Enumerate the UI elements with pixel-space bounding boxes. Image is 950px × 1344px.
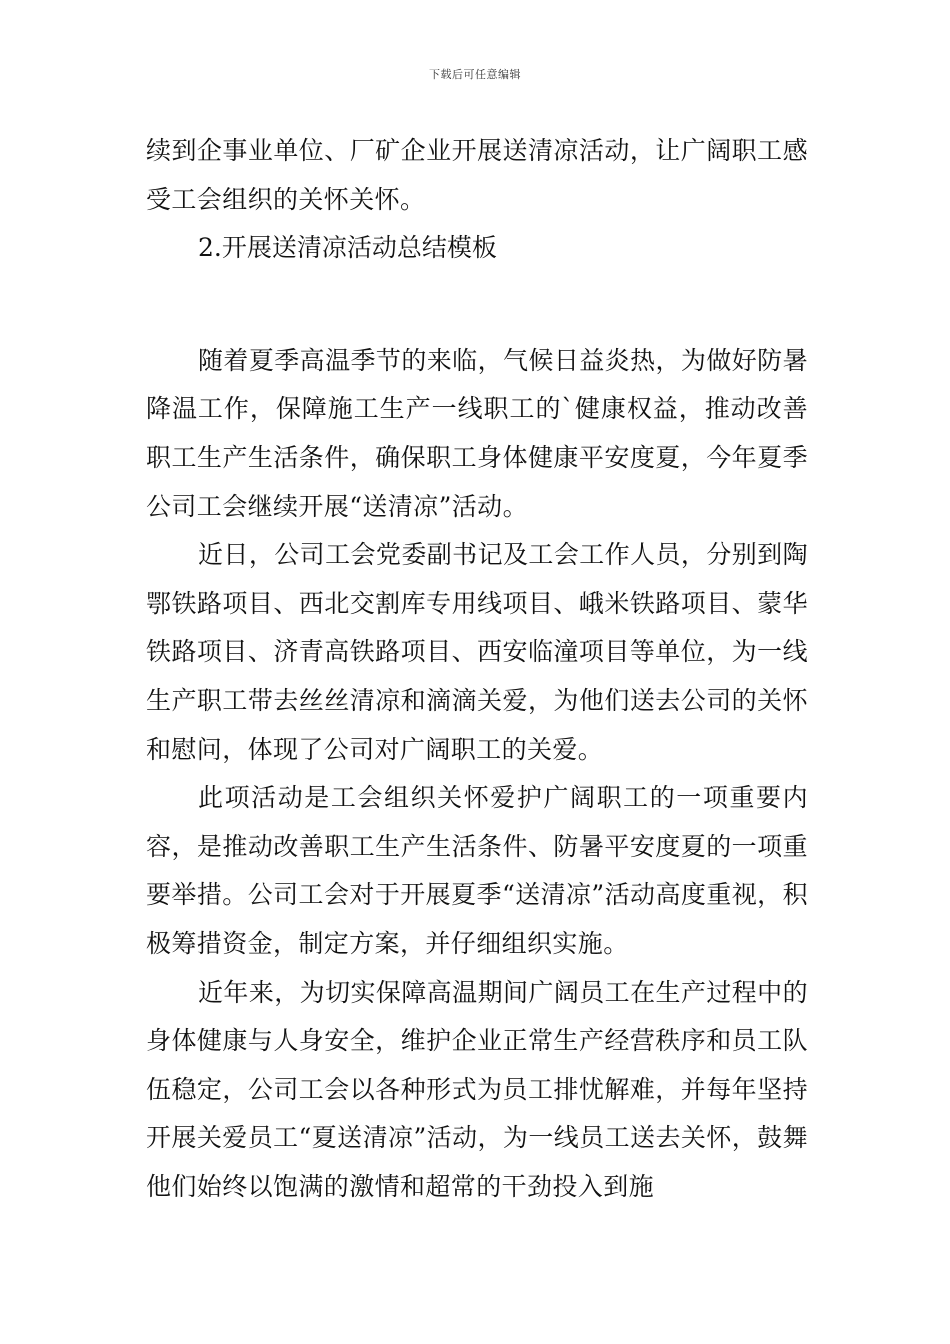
paragraph: 随着夏季高温季节的来临，气候日益炎热，为做好防暑降温工作，保障施工生产一线职工的`健康权益，推动改善职工生产生活条件，确保职工身体健康平安度夏，今年夏季公司工会继续开展“送清凉”活动。 — [146, 345, 808, 521]
paragraph: 近年来，为切实保障高温期间广阔员工在生产过程中的身体健康与人身安全，维护企业正常生产经营秩序和员工队伍稳定，公司工会以各种形式为员工排忧解难，并每年坚持开展关爱员工“夏送清凉”活动，为一线员工送去关怀，鼓舞他们始终以饱满的激情和超常的干劲投入到施 — [146, 977, 808, 1201]
document-body — [146, 127, 808, 1211]
continued-paragraph: 续到企事业单位、厂矿企业开展送清凉活动，让广阔职工感受工会组织的关怀关怀。 — [146, 136, 808, 214]
section-spacer — [146, 273, 808, 337]
page-header: 下载后可任意编辑 — [429, 68, 521, 81]
paragraph: 此项活动是工会组织关怀爱护广阔职工的一项重要内容，是推动改善职工生产生活条件、防暑平安度夏的一项重要举措。公司工会对于开展夏季“送清凉”活动高度重视，积极筹措资金，制定方案，并仔细组织实施。 — [146, 783, 808, 958]
paragraph: 近日，公司工会党委副书记及工会工作人员，分别到陶鄂铁路项目、西北交割库专用线项目、峨米铁路项目、蒙华铁路项目、济青高铁路项目、西安临潼项目等单位，为一线生产职工带去丝丝清凉和滴滴关爱，为他们送去公司的关怀和慰问，体现了公司对广阔职工的关爱。 — [146, 540, 808, 764]
section-heading: 2.开展送清凉活动总结模板 — [198, 233, 497, 263]
